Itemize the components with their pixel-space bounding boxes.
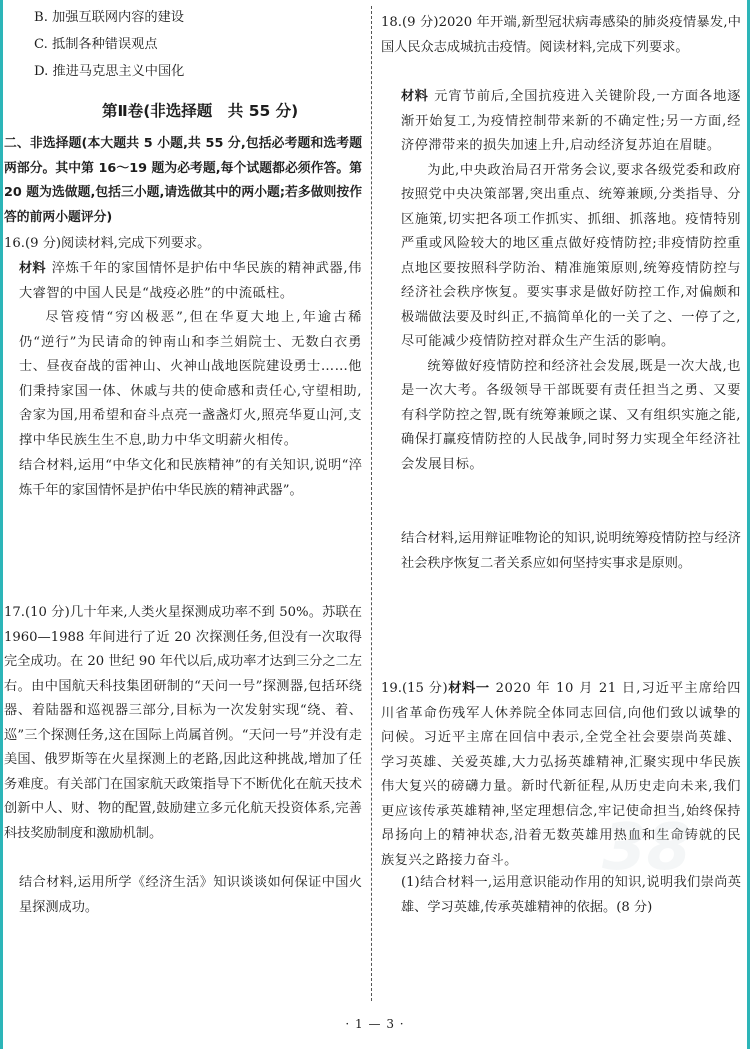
instructions: 二、非选择题(本大题共 5 小题,共 55 分,包括必考题和选考题两部分。其中第 16～19 题为必考题,每个试题都必须作答。第 20 题为选做题,包括三小题,请选做其中的两小题;若多做则按作答的前两小题评分) xyxy=(4,136,362,225)
page-number: · 1 — 3 · xyxy=(345,1017,405,1031)
q16-question: 结合材料,运用“中华文化和民族精神”的有关知识,说明“淬炼千年的家国情怀是护佑中华民族的精神武器”。 xyxy=(19,458,362,498)
q16-heading: 16.(9 分)阅读材料,完成下列要求。 xyxy=(4,236,211,251)
q18-para2: 为此,中央政治局召开常务会议,要求各级党委和政府按照党中央决策部署,突出重点、统筹兼顾,分类指导、分区施策,切实把各项工作抓实、抓细、抓落地。疫情特别严重或风险较大的地区重点做好疫情防控;非疫情防控重点地区要按照科学防治、精准施策原则,统筹疫情防控与经济社会秩序恢复。要实事求是做好防控工作,对偏颇和极端做法要及时纠正,不搞简单化的一关了之、一停了之,尽可能减少疫情防控对群众生产生活的影响。 xyxy=(401,162,741,349)
q16-para2: 尽管疫情“穷凶极恶”,但在华夏大地上,年逾古稀仍“逆行”为民请命的钟南山和李兰娟院士、无数白衣勇士、昼夜奋战的雷神山、火神山战地医院建设勇士……他们秉持家国一体、休戚与共的使命感和责任心,守望相助,舍家为国,用希望和奋斗点亮一盏盏灯火,照亮华夏山河,支撑中华民族生生不息,助力中华文明薪火相传。 xyxy=(19,310,362,448)
option-c: C. 抵制各种错误观点 xyxy=(34,37,158,52)
section-title: 第Ⅱ卷(非选择题 共 55 分) xyxy=(102,102,299,120)
q17-question: 结合材料,运用所学《经济生活》知识谈谈如何保证中国火星探测成功。 xyxy=(19,875,362,915)
q17-material: 17.(10 分)几十年来,人类火星探测成功率不到 50%。苏联在 1960—1988 年间进行了近 20 次探测任务,但没有一次取得完全成功。在 20 世纪 90 年代以后,成功率才达到三分之二左右。由中国航天科技集团研制的“天问一号”探测器,包括环绕器、着陆器和巡视器三部分,目标为一次发射实现“绕、着、巡”三个探测任务,这在国际上尚属首例。“天问一号”并没有走美国、俄罗斯等在火星探测上的老路,因此这种挑战,增加了任务难度。有关部门在国家航天政策指导下不断优化在航天技术创新中人、财、物的配置,鼓励建立多元化航天投资体系,完善科技奖励制度和激励机制。 xyxy=(4,605,362,841)
q16-material xyxy=(19,257,362,453)
q16-para1: 淬炼千年的家国情怀是护佑中华民族的精神武器,伟大睿智的中国人民是“战疫必胜”的中流砥柱。 xyxy=(19,261,362,301)
q16-material-label: 材料 xyxy=(19,261,46,276)
watermark-text: 38 xyxy=(602,811,692,883)
q19-para1: 2020 年 10 月 21 日,习近平主席给四川省革命伤残军人休养院全体同志回信,向他们致以诚挚的问候。习近平主席在回信中表示,全党全社会要崇尚英雄、学习英雄、关爱英雄,大力弘扬英雄精神,汇聚实现中华民族伟大复兴的磅礴力量。新时代新征程,从历史走向未来,我们更应该传承英雄精神,坚定理想信念,牢记使命担当,始终保持昂扬向上的精神状态,沿着无数英雄用热血和生命铸就的民族复兴之路接力奋斗。 xyxy=(381,681,741,868)
q18-material-label: 材料 xyxy=(401,89,429,104)
left-border-stripe xyxy=(0,0,3,1049)
option-b: B. 加强互联网内容的建设 xyxy=(34,10,184,25)
watermark-logo xyxy=(572,803,692,883)
q18-para3: 统筹做好疫情防控和经济社会发展,既是一次大战,也是一次大考。各级领导干部既要有责任担当之勇、又要有科学防控之智,既有统筹兼顾之谋、又有组织实施之能,确保打赢疫情防控的人民战争,同时努力实现全年经济社会发展目标。 xyxy=(401,358,741,472)
q18-para1: 元宵节前后,全国抗疫进入关键阶段,一方面各地逐渐开始复工,为疫情控制带来新的不确定性;另一方面,经济停滞带来的损失加速上升,启动经济复苏迫在眉睫。 xyxy=(401,89,741,153)
q18-material xyxy=(401,85,741,477)
option-d: D. 推进马克思主义中国化 xyxy=(34,64,185,79)
q19-heading: 19.(15 分) xyxy=(381,681,448,696)
q19-material-label: 材料一 xyxy=(447,681,490,696)
column-divider xyxy=(371,6,372,1001)
q18-question: 结合材料,运用辩证唯物论的知识,说明统筹疫情防控与经济社会秩序恢复二者关系应如何坚持实事求是原则。 xyxy=(401,531,741,571)
q19-question-1: (1)结合材料一,运用意识能动作用的知识,说明我们崇尚英雄、学习英雄,传承英雄精神的依据。(8 分) xyxy=(401,875,741,915)
q18-heading: 18.(9 分)2020 年开端,新型冠状病毒感染的肺炎疫情暴发,中国人民众志成城抗击疫情。阅读材料,完成下列要求。 xyxy=(381,15,741,55)
